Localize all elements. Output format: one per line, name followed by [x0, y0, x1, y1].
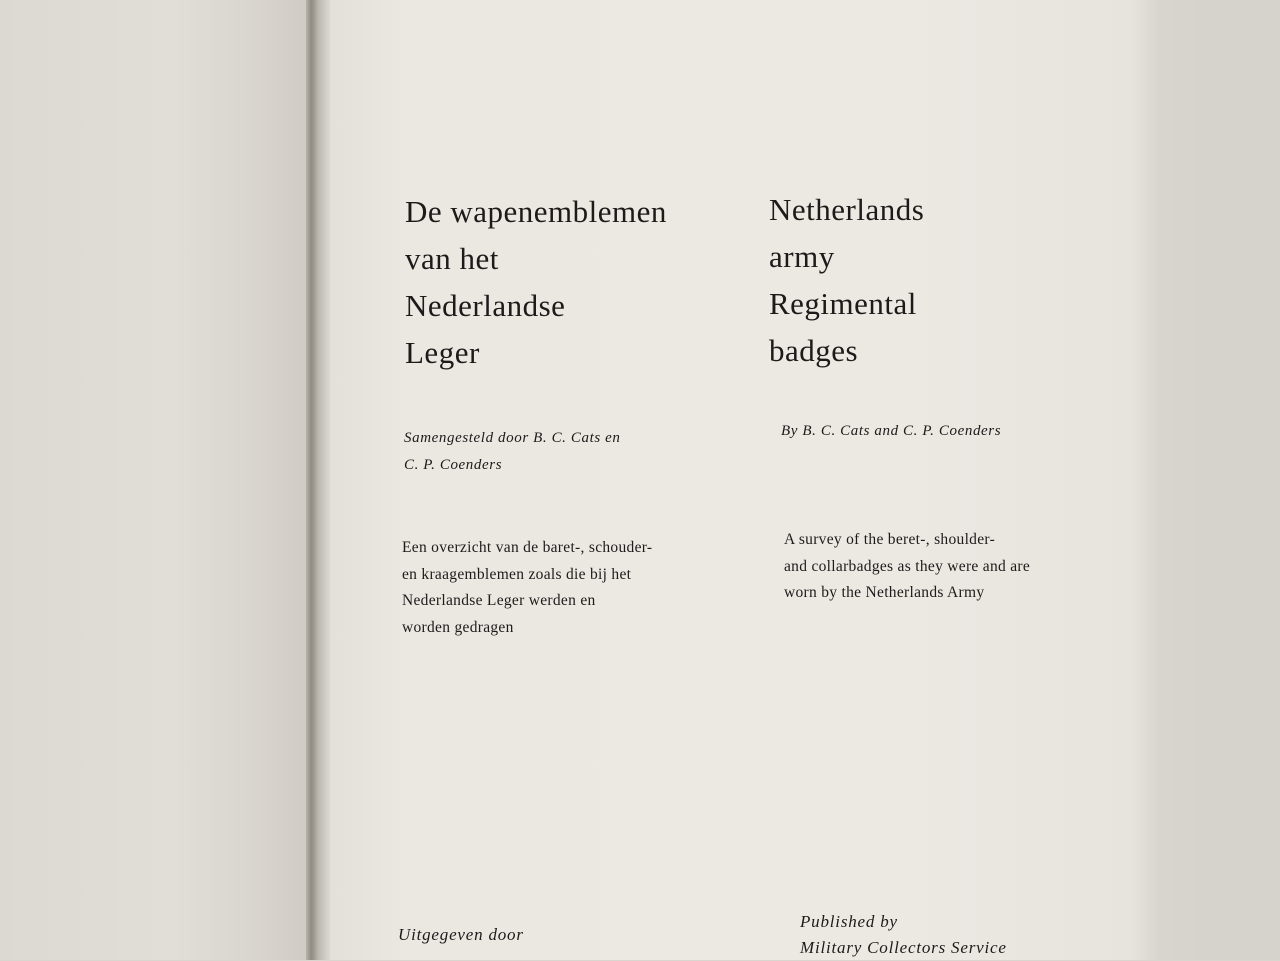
- dutch-title: [405, 188, 667, 376]
- english-publisher-line: Published by: [800, 912, 898, 931]
- english-publisher: [800, 909, 1007, 961]
- left-page: [0, 0, 312, 960]
- dutch-description: [402, 535, 652, 641]
- dutch-publisher: [398, 922, 524, 948]
- english-description-line: worn by the Netherlands Army: [784, 584, 985, 601]
- english-description-line: and collarbadges as they were and are: [784, 557, 1031, 575]
- dutch-description-line: en kraagemblemen zoals die bij het: [402, 565, 632, 583]
- english-publisher-line: Military Collectors Service: [800, 938, 1007, 957]
- english-byline: [781, 418, 1001, 445]
- english-title-line: Netherlands: [769, 192, 925, 227]
- dutch-title-line: Leger: [405, 335, 480, 370]
- english-title-line: badges: [769, 333, 859, 368]
- dutch-byline-line: Samengesteld door B. C. Cats en: [404, 430, 621, 446]
- english-title-line: Regimental: [769, 286, 917, 321]
- dutch-description-line: Nederlandse Leger werden en: [402, 592, 596, 609]
- dutch-byline: [404, 425, 621, 479]
- dutch-description-line: worden gedragen: [402, 618, 514, 636]
- dutch-description-line: Een overzicht van de baret-, schouder-: [402, 539, 653, 556]
- dutch-title-line: De wapenemblemen: [405, 194, 667, 229]
- english-description-line: A survey of the beret-, shoulder-: [784, 531, 996, 548]
- page-edge: [1130, 0, 1280, 960]
- english-byline-line: By B. C. Cats and C. P. Coenders: [781, 423, 1002, 439]
- english-title: [769, 186, 924, 374]
- dutch-byline-line: C. P. Coenders: [404, 457, 503, 473]
- english-description: [784, 527, 1030, 607]
- dutch-publisher-label: Uitgegeven door: [398, 925, 524, 944]
- dutch-title-line: van het: [405, 241, 499, 276]
- english-title-line: army: [769, 239, 835, 274]
- dutch-title-line: Nederlandse: [405, 288, 566, 323]
